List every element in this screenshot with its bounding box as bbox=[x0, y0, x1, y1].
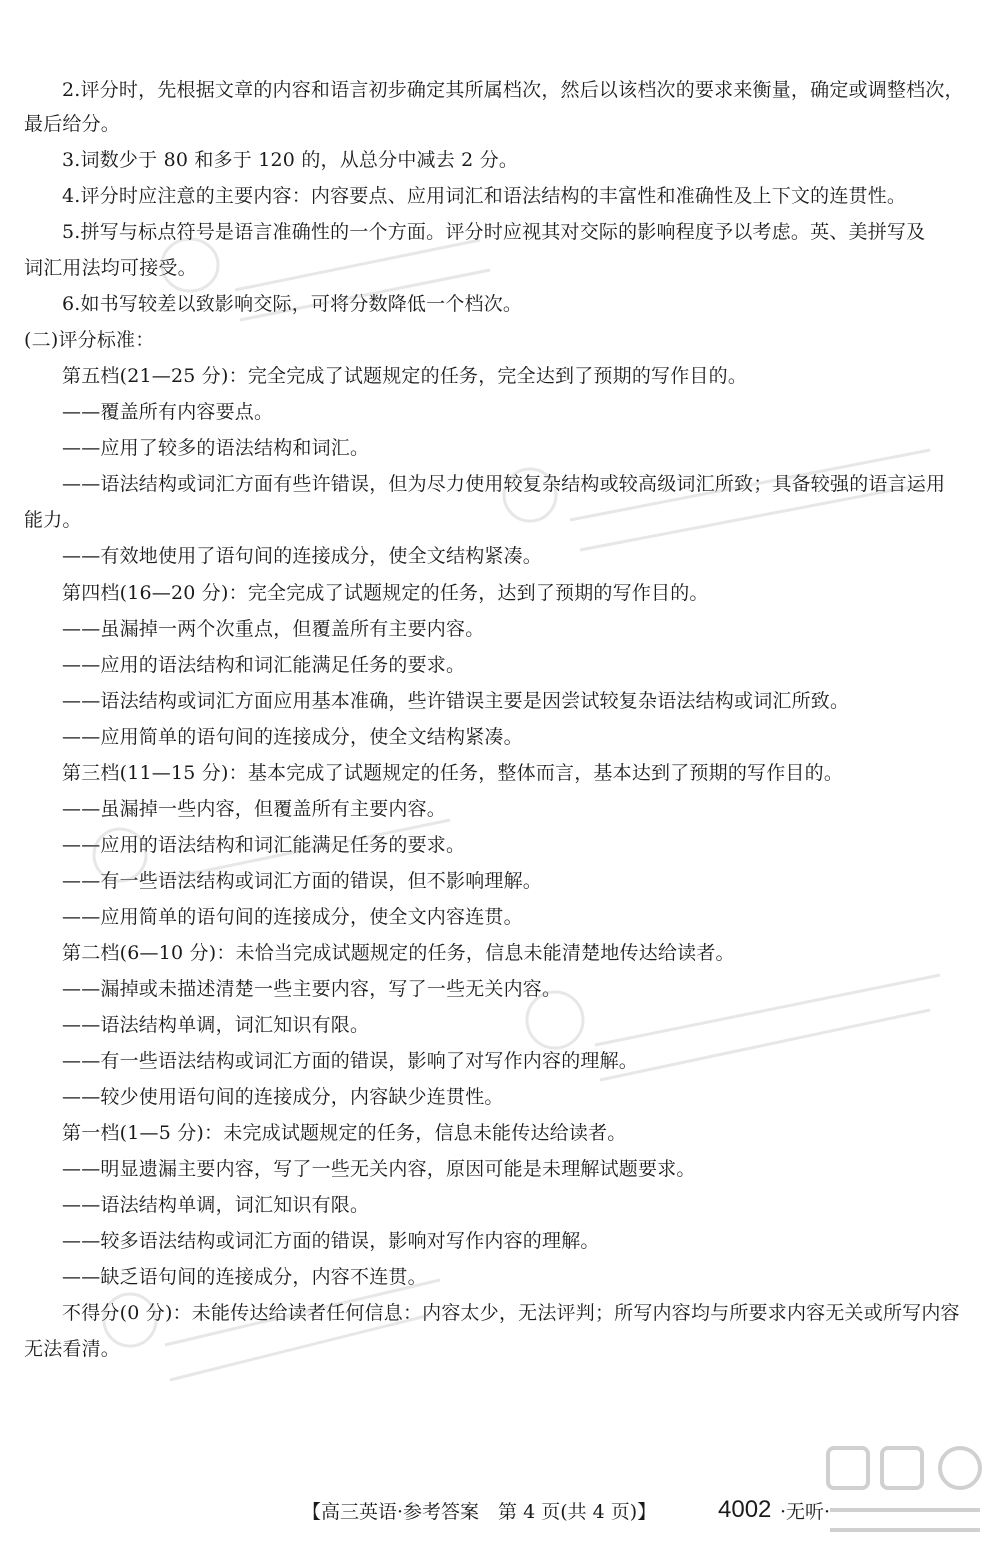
footer-label: 【高三英语·参考答案 第 4 页(共 4 页)】 bbox=[302, 1501, 657, 1523]
criteria-item: ——有一些语法结构或词汇方面的错误，影响了对写作内容的理解。 bbox=[62, 1050, 639, 1072]
text-line: 3.词数少于 80 和多于 120 的，从总分中减去 2 分。 bbox=[62, 149, 519, 171]
criteria-item: ——语法结构或词汇方面有些许错误，但为尽力使用较复杂结构或较高级词汇所致；具备较强的语言运用 bbox=[62, 473, 946, 495]
text-line: 词汇用法均可接受。 bbox=[24, 257, 197, 279]
level-heading: 第三档(11—15 分)：基本完成了试题规定的任务，整体而言，基本达到了预期的写作目的。 bbox=[62, 762, 844, 784]
text-line: 4.评分时应注意的主要内容：内容要点、应用词汇和语法结构的丰富性和准确性及上下文的连贯性。 bbox=[62, 185, 907, 207]
text-line: 无法看清。 bbox=[24, 1338, 121, 1360]
watermark-mark bbox=[90, 790, 470, 910]
footer-code: 4002 bbox=[718, 1496, 772, 1523]
text-line: 最后给分。 bbox=[24, 113, 121, 135]
criteria-item: ——语法结构或词汇方面应用基本准确，些许错误主要是因尝试较复杂语法结构或词汇所致。 bbox=[62, 690, 850, 712]
text-line: 5.拼写与标点符号是语言准确性的一个方面。评分时应视其对交际的影响程度予以考虑。英、美拼写及 bbox=[62, 221, 926, 243]
corner-logo-icon bbox=[820, 1440, 990, 1540]
criteria-item: ——应用的语法结构和词汇能满足任务的要求。 bbox=[62, 834, 466, 856]
footer-tag: ·无听· bbox=[780, 1501, 831, 1523]
text-line: 2.评分时，先根据文章的内容和语言初步确定其所属档次，然后以该档次的要求来衡量，确定或调整档次， bbox=[62, 79, 964, 101]
criteria-item: ——覆盖所有内容要点。 bbox=[62, 401, 274, 423]
criteria-item: ——较多语法结构或词汇方面的错误，影响对写作内容的理解。 bbox=[62, 1230, 600, 1252]
watermark-mark bbox=[500, 410, 950, 560]
watermark-mark bbox=[520, 930, 960, 1090]
criteria-item: ——有效地使用了语句间的连接成分，使全文结构紧凑。 bbox=[62, 545, 543, 567]
level-heading: 不得分(0 分)：未能传达给读者任何信息：内容太少，无法评判；所写内容均与所要求内容无关或所写内容 bbox=[62, 1302, 960, 1324]
criteria-item: ——语法结构单调，词汇知识有限。 bbox=[62, 1194, 370, 1216]
criteria-item: ——有一些语法结构或词汇方面的错误，但不影响理解。 bbox=[62, 870, 543, 892]
text-line: 6.如书写较差以致影响交际，可将分数降低一个档次。 bbox=[62, 293, 523, 315]
level-heading: 第四档(16—20 分)：完全完成了试题规定的任务，达到了预期的写作目的。 bbox=[62, 582, 709, 604]
criteria-item: ——应用简单的语句间的连接成分，使全文内容连贯。 bbox=[62, 906, 523, 928]
level-heading: 第一档(1—5 分)：未完成试题规定的任务，信息未能传达给读者。 bbox=[62, 1122, 627, 1144]
criteria-item: ——虽漏掉一些内容，但覆盖所有主要内容。 bbox=[62, 798, 447, 820]
watermark-mark bbox=[150, 210, 510, 350]
criteria-item: ——应用的语法结构和词汇能满足任务的要求。 bbox=[62, 654, 466, 676]
text-line: 能力。 bbox=[24, 509, 82, 531]
criteria-item: ——语法结构单调，词汇知识有限。 bbox=[62, 1014, 370, 1036]
criteria-item: ——较少使用语句间的连接成分，内容缺少连贯性。 bbox=[62, 1086, 504, 1108]
criteria-item: ——应用了较多的语法结构和词汇。 bbox=[62, 437, 370, 459]
criteria-item: ——明显遗漏主要内容，写了一些无关内容，原因可能是未理解试题要求。 bbox=[62, 1158, 696, 1180]
level-heading: 第五档(21—25 分)：完全完成了试题规定的任务，完全达到了预期的写作目的。 bbox=[62, 365, 748, 387]
section-heading: (二)评分标准： bbox=[24, 329, 155, 351]
criteria-item: ——虽漏掉一两个次重点，但覆盖所有主要内容。 bbox=[62, 618, 485, 640]
criteria-item: ——缺乏语句间的连接成分，内容不连贯。 bbox=[62, 1266, 427, 1288]
watermark-mark bbox=[100, 1250, 460, 1390]
level-heading: 第二档(6—10 分)：未恰当完成试题规定的任务，信息未能清楚地传达给读者。 bbox=[62, 942, 735, 964]
criteria-item: ——应用简单的语句间的连接成分，使全文结构紧凑。 bbox=[62, 726, 523, 748]
criteria-item: ——漏掉或未描述清楚一些主要内容，写了一些无关内容。 bbox=[62, 978, 562, 1000]
